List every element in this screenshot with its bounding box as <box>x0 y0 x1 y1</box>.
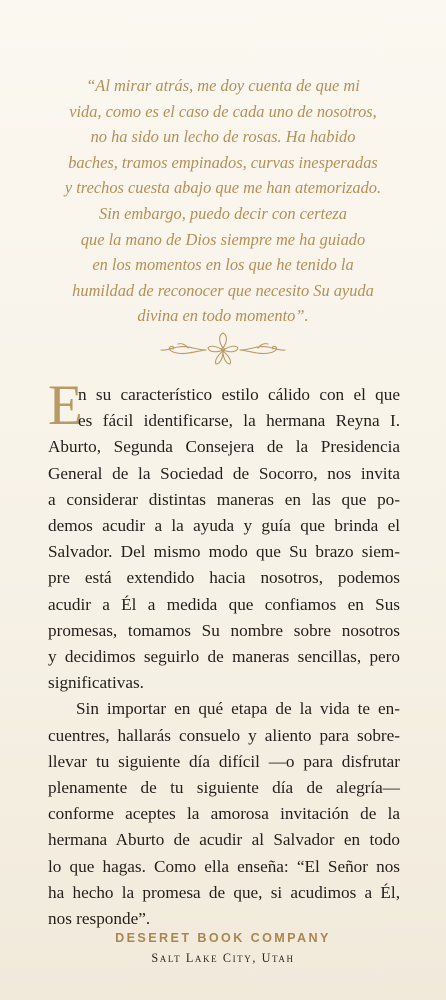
text-line: es fácil identificarse, la hermana Reyna I. <box>78 411 400 431</box>
text-line: General de la Sociedad de Socorro, nos invita <box>48 463 400 483</box>
quote-line: no ha sido un lecho de rosas. Ha habido <box>90 127 356 147</box>
text-line: pre está extendido hacia nosotros, podemos <box>48 568 400 588</box>
quote-line: divina en todo momento”. <box>137 306 309 326</box>
text-line: Sin importar en qué etapa de la vida te en- <box>76 699 400 719</box>
publisher-name: DESERET BOOK COMPANY <box>115 931 331 945</box>
text-line: promesas, tomamos Su nombre sobre nosotros <box>48 620 400 640</box>
text-line: nos responde”. <box>48 909 151 929</box>
text-line: ha hecho la promesa de que, si acudimos a Él, <box>48 882 400 902</box>
text-line: a considerar distintas maneras en las que po- <box>48 489 400 509</box>
text-line: n su característico estilo cálido con el que <box>78 385 400 404</box>
text-line: plenamente de tu siguiente día de alegría— <box>48 778 400 798</box>
quote-line: humildad de reconocer que necesito Su ayuda <box>72 280 374 300</box>
quote-line: en los momentos en los que he tenido la <box>92 255 354 275</box>
text-line: Aburto, Segunda Consejera de la Presidencia <box>48 437 400 457</box>
text-line: Salvador. Del mismo modo que Su brazo siem- <box>48 542 400 562</box>
quote-line: vida, como es el caso de cada uno de nosotros, <box>69 101 377 121</box>
text-line: conforme aceptes la amorosa invitación de la <box>48 804 400 824</box>
text-line: acudir a Él a medida que confiamos en Sus <box>48 594 400 614</box>
description-text <box>48 374 400 932</box>
paragraph-2 <box>48 696 400 932</box>
text-line: hermana Aburto de acudir al Salvador en todo <box>48 830 400 850</box>
text-line: y decidimos seguirlo de maneras sencillas, pero <box>48 647 400 667</box>
quote-line: “Al mirar atrás, me doy cuenta de que mi <box>86 76 360 95</box>
quote-line: Sin embargo, puedo decir con certeza <box>99 203 347 223</box>
text-line: demos acudir a la ayuda y guía que brinda el <box>48 516 400 536</box>
drop-cap: E <box>48 374 83 437</box>
text-line: lo que hagas. Como ella enseña: “El Señor nos <box>48 856 400 876</box>
text-line: significativas. <box>48 673 144 693</box>
pull-quote <box>40 73 406 329</box>
quote-line: y trechos cuesta abajo que me han atemorizado. <box>64 178 382 198</box>
quote-line: baches, tramos empinados, curvas inesperadas <box>68 152 378 172</box>
publisher-city: Salt Lake City, Utah <box>151 951 295 965</box>
floral-divider-icon <box>158 331 288 367</box>
text-line: cuentres, hallarás consuelo y aliento para sobre- <box>48 725 400 745</box>
text-line: llevar tu siguiente día difícil —o para disfrutar <box>48 751 400 771</box>
paragraph-1 <box>48 374 400 696</box>
quote-line: que la mano de Dios siempre me ha guiado <box>80 229 366 249</box>
